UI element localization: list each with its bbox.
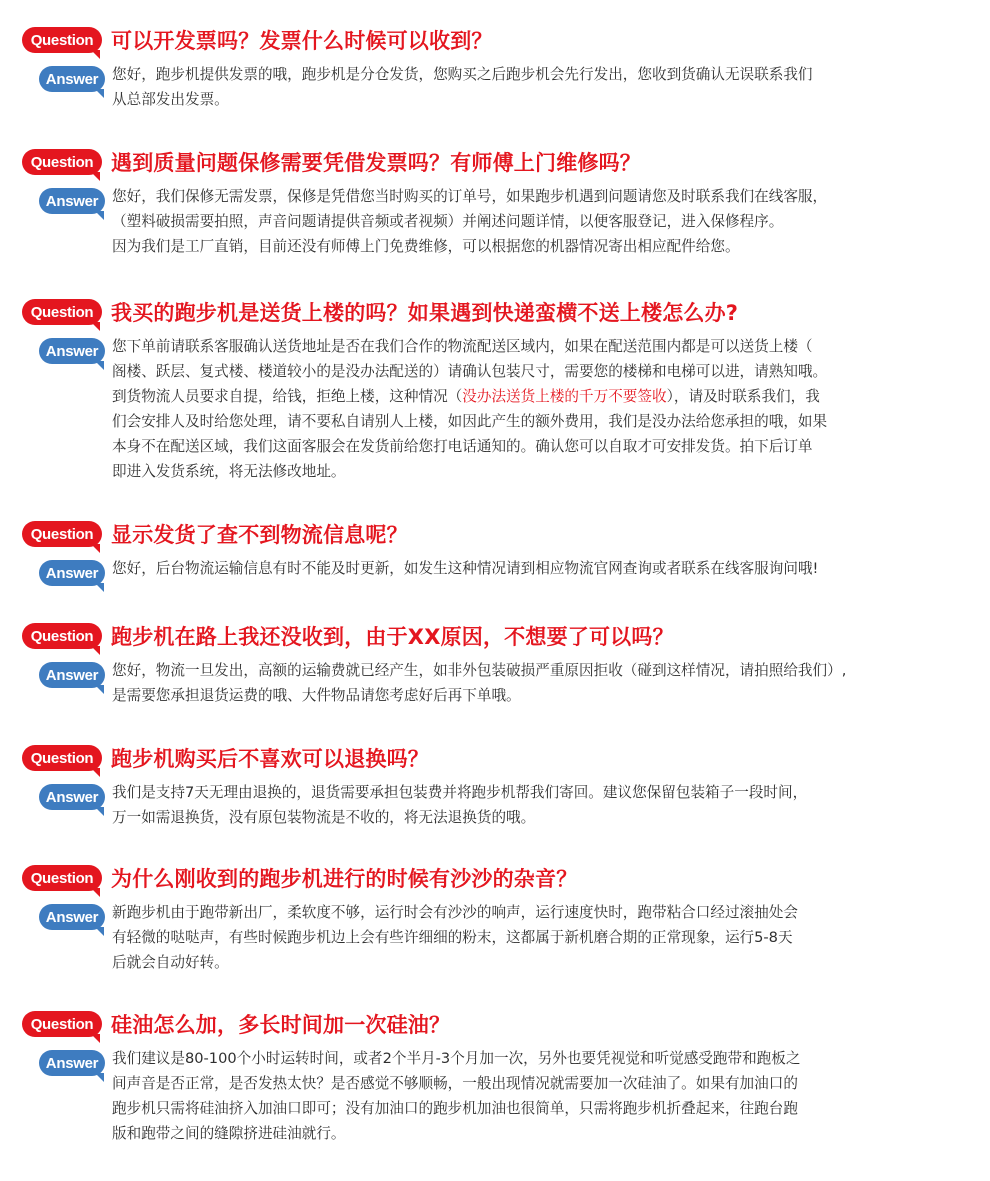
answer-line: 阁楼、跃层、复式楼、楼道较小的是没办法配送的）请确认包装尺寸，需要您的楼梯和电梯可以进，请熟知哦。 [112, 363, 828, 380]
warning-highlight: 没办法送货上楼的千万不要签收 [462, 388, 667, 405]
answer-badge: Answer [39, 784, 105, 810]
answer-text [112, 556, 972, 581]
question-text: 遇到质量问题保修需要凭借发票吗？有师傅上门维修吗？ [111, 151, 641, 175]
answer-line: 从总部发出发票。 [112, 91, 229, 108]
answer-text [112, 184, 972, 259]
answer-segment: ），请及时联系我们，我 [666, 388, 820, 405]
answer-line: 因为我们是工厂直销，目前还没有师傅上门免费维修，可以根据您的机器情况寄出相应配件给您。 [112, 238, 740, 255]
answer-badge: Answer [39, 904, 105, 930]
answer-line [112, 384, 972, 409]
answer-line: 跑步机只需将硅油挤入加油口即可；没有加油口的跑步机加油也很简单，只需将跑步机折叠起来，往跑台跑 [112, 1100, 798, 1117]
answer-line: 您好，我们保修无需发票，保修是凭借您当时购买的订单号，如果跑步机遇到问题请您及时联系我们在线客服， [112, 188, 828, 205]
answer-line: 们会安排人及时给您处理，请不要私自请别人上楼，如因此产生的额外费用，我们是没办法给您承担的哦，如果 [112, 413, 828, 430]
answer-badge: Answer [39, 188, 105, 214]
answer-segment: 到货物流人员要求自提，给钱，拒绝上楼，这种情况（ [112, 388, 463, 405]
answer-line: （塑料破损需要拍照，声音问题请提供音频或者视频）并阐述问题详情，以便客服登记，进入保修程序。 [112, 213, 784, 230]
question-row [22, 518, 408, 550]
answer-line: 即进入发货系统，将无法修改地址。 [112, 463, 346, 480]
question-badge: Question [22, 865, 102, 891]
answer-text [112, 780, 972, 830]
question-row [22, 296, 738, 328]
question-row [22, 862, 577, 894]
question-row [22, 24, 493, 56]
question-text: 为什么刚收到的跑步机进行的时候有沙沙的杂音？ [111, 867, 578, 891]
answer-line: 您好，物流一旦发出，高额的运输费就已经产生，如非外包装破损严重原因拒收（碰到这样情况，请拍照给我们）, [112, 662, 847, 679]
question-badge: Question [22, 623, 102, 649]
question-row [22, 1008, 450, 1040]
question-row [22, 620, 674, 652]
question-badge: Question [22, 521, 102, 547]
question-badge: Question [22, 149, 102, 175]
answer-badge: Answer [39, 1050, 105, 1076]
answer-line: 我们是支持7天无理由退换的，退货需要承担包装费并将跑步机帮我们寄回。建议您保留包装箱子一段时间， [112, 784, 808, 801]
answer-badge: Answer [39, 560, 105, 586]
question-badge: Question [22, 745, 102, 771]
answer-text [112, 1046, 972, 1146]
answer-badge: Answer [39, 338, 105, 364]
answer-text [112, 62, 972, 112]
question-text: 显示发货了查不到物流信息呢？ [111, 523, 408, 547]
answer-line: 您好，后台物流运输信息有时不能及时更新，如发生这种情况请到相应物流官网查询或者联系在线客服询问哦! [112, 560, 819, 577]
question-text: 可以开发票吗？发票什么时候可以收到？ [111, 29, 493, 53]
question-text: 跑步机在路上我还没收到，由于XX原因，不想要了可以吗？ [111, 625, 674, 649]
answer-text [112, 900, 972, 975]
question-badge: Question [22, 299, 102, 325]
question-row [22, 742, 429, 774]
answer-line: 新跑步机由于跑带新出厂，柔软度不够，运行时会有沙沙的响声，运行速度快时，跑带粘合口经过滚抽处会 [112, 904, 798, 921]
question-text: 我买的跑步机是送货上楼的吗？如果遇到快递蛮横不送上楼怎么办? [111, 301, 739, 325]
answer-text [112, 334, 972, 484]
question-row [22, 146, 641, 178]
answer-line: 本身不在配送区域，我们这面客服会在发货前给您打电话通知的。确认您可以自取才可安排发货。拍下后订单 [112, 438, 813, 455]
question-badge: Question [22, 27, 102, 53]
answer-badge: Answer [39, 662, 105, 688]
answer-line: 您好，跑步机提供发票的哦，跑步机是分仓发货，您购买之后跑步机会先行发出，您收到货确认无误联系我们 [112, 66, 813, 83]
question-text: 硅油怎么加，多长时间加一次硅油？ [111, 1013, 451, 1037]
answer-line: 万一如需退换货，没有原包装物流是不收的，将无法退换货的哦。 [112, 809, 536, 826]
answer-line: 我们建议是80-100个小时运转时间，或者2个半月-3个月加一次，另外也要凭视觉和听觉感受跑带和跑板之 [112, 1050, 801, 1067]
question-badge: Question [22, 1011, 102, 1037]
answer-text [112, 658, 972, 708]
question-text: 跑步机购买后不喜欢可以退换吗？ [111, 747, 429, 771]
answer-line: 后就会自动好转。 [112, 954, 229, 971]
answer-line: 间声音是否正常，是否发热太快？是否感觉不够顺畅，一般出现情况就需要加一次硅油了。如果有加油口的 [112, 1075, 798, 1092]
answer-line: 版和跑带之间的缝隙挤进硅油就行。 [112, 1125, 346, 1142]
answer-badge: Answer [39, 66, 105, 92]
answer-line: 是需要您承担退货运费的哦、大件物品请您考虑好后再下单哦。 [112, 687, 521, 704]
answer-line: 有轻微的哒哒声，有些时候跑步机边上会有些许细细的粉末，这都属于新机磨合期的正常现象，运行5-8天 [112, 929, 793, 946]
answer-line: 您下单前请联系客服确认送货地址是否在我们合作的物流配送区域内，如果在配送范围内都是可以送货上楼（ [112, 338, 813, 355]
